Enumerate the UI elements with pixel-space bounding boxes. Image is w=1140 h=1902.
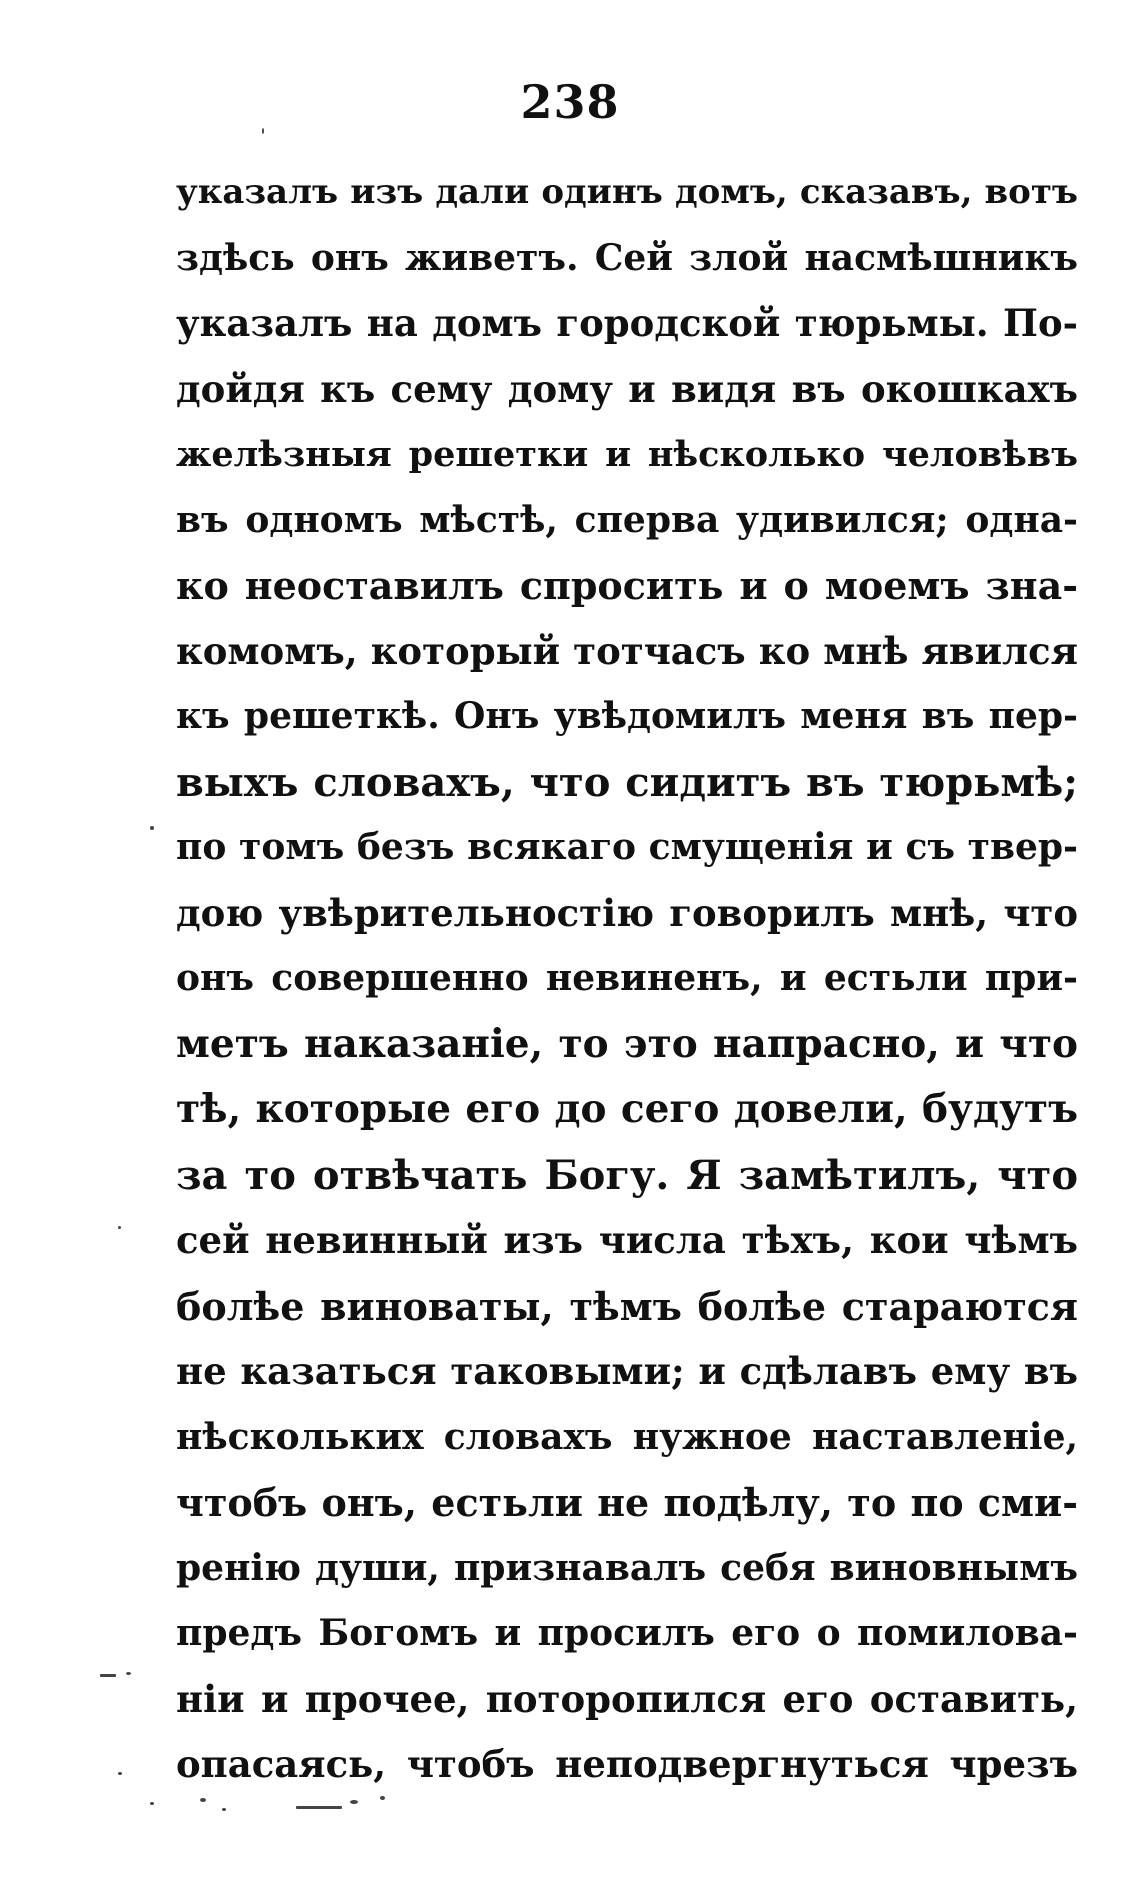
scan-speck bbox=[380, 1796, 385, 1800]
text-line: желѣзныя решетки и нѣсколько человѣвъ bbox=[176, 434, 1078, 475]
text-line: тѣ, которые его до сего довели, будутъ bbox=[176, 1086, 1078, 1132]
scan-speck bbox=[118, 1772, 122, 1775]
text-line: метъ наказаніе, то это напрасно, и что bbox=[176, 1020, 1078, 1067]
text-line: комомъ, который тотчасъ ко мнѣ явился bbox=[176, 628, 1078, 673]
scan-speck bbox=[118, 1226, 121, 1229]
text-line: чтобъ онъ, естьли не подѣлу, то по сми- bbox=[176, 1480, 1078, 1525]
text-line: указалъ изъ дали одинъ домъ, сказавъ, вотъ bbox=[176, 172, 1078, 212]
text-line: указалъ на домъ городской тюрьмы. По- bbox=[176, 301, 1078, 345]
text-line: онъ совершенно невиненъ, и естьли при- bbox=[176, 957, 1078, 999]
text-line: за то отвѣчать Богу. Я замѣтилъ, что bbox=[176, 1151, 1078, 1199]
text-line: ко неоставилъ спросить и о моемъ зна- bbox=[176, 563, 1078, 608]
text-line: опасаясь, чтобъ неподвергнуться чрезъ bbox=[176, 1742, 1078, 1786]
scan-speck bbox=[262, 128, 264, 134]
text-line: предъ Богомъ и просилъ его о помилова- bbox=[176, 1612, 1078, 1654]
text-line: здѣсь онъ живетъ. Сей злой насмѣшникъ bbox=[176, 236, 1078, 279]
text-line: по томъ безъ всякаго смущенія и съ твер- bbox=[176, 826, 1078, 868]
text-line: не казаться таковыми; и сдѣлавъ ему въ bbox=[176, 1349, 1078, 1393]
scan-speck bbox=[150, 1802, 154, 1805]
scan-speck bbox=[296, 1806, 342, 1809]
text-line: ренію души, признавалъ себя виновнымъ bbox=[176, 1546, 1078, 1589]
page-number: 238 bbox=[520, 75, 620, 129]
text-line: ніи и прочее, поторопился его оставить, bbox=[176, 1676, 1078, 1721]
scan-speck bbox=[150, 826, 154, 830]
text-line: въ одномъ мѣстѣ, сперва удивился; одна- bbox=[176, 498, 1078, 541]
scan-speck bbox=[222, 1808, 226, 1811]
text-line: сей невинный изъ числа тѣхъ, кои чѣмъ bbox=[176, 1218, 1078, 1262]
text-line: дойдя къ сему дому и видя въ окошкахъ bbox=[176, 366, 1078, 411]
body-text bbox=[176, 160, 1078, 1798]
text-line: нѣскольких словахъ нужное наставленіе, bbox=[176, 1415, 1078, 1458]
scan-speck bbox=[100, 1674, 116, 1677]
text-line: выхъ словахъ, что сидитъ въ тюрьмѣ; bbox=[176, 758, 1078, 806]
scan-speck bbox=[200, 1798, 206, 1802]
text-line: дою увѣрительностію говорилъ мнѣ, что bbox=[176, 890, 1078, 935]
text-line: къ решеткѣ. Онъ увѣдомилъ меня въ пер- bbox=[176, 695, 1078, 737]
scan-speck bbox=[350, 1800, 358, 1804]
scan-speck bbox=[126, 1672, 131, 1675]
text-line: болѣе виноваты, тѣмъ болѣе стараются bbox=[176, 1283, 1078, 1329]
